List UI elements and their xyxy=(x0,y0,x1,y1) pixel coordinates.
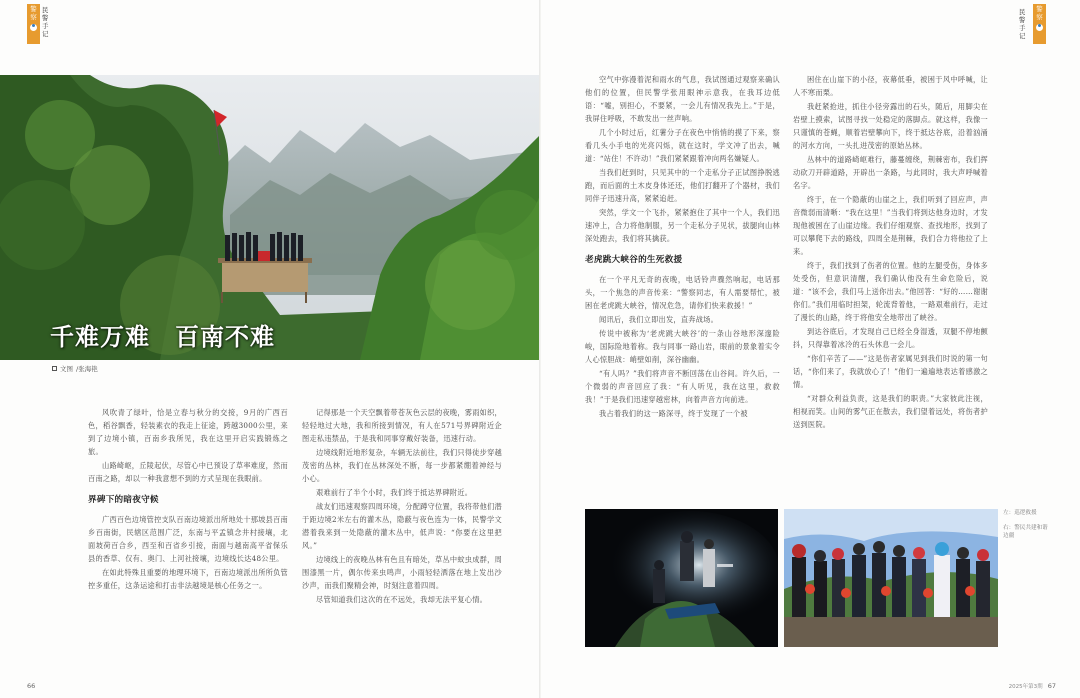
paragraph: 丛林中的道路崎岖难行，藤蔓缠绕，荆棘密布，我们挥动砍刀开辟道路，开辟出一条路，与此同时，我大声呼喊着名字。 xyxy=(793,155,988,190)
badge-text: 警察 xyxy=(30,5,37,21)
section-label-right: 民警手记 xyxy=(1019,8,1026,40)
community-photo xyxy=(784,509,998,647)
section-badge-right xyxy=(1033,4,1046,44)
paragraph: 尽管知道我们这次的在不远处，我却无法平复心情。 xyxy=(316,595,488,604)
subheading: 界碑下的暗夜守候 xyxy=(88,495,159,505)
page-number-right xyxy=(1009,682,1056,690)
community-image xyxy=(784,509,998,647)
byline-name: /张海艳 xyxy=(76,365,98,373)
left-column-2 xyxy=(302,406,502,607)
section-label-left: 民警手记 xyxy=(42,6,49,38)
left-column-1 xyxy=(88,406,288,593)
badge-text: 警察 xyxy=(1036,5,1043,21)
paragraph: 边境线上的夜晚丛林有色且有暗处，草丛中蚊虫成群，周围漆黑一片，偶尔传来虫鸣声，小雨轻轻洒落在地上发出沙沙声，而我们聚精会神，时刻注意着四周。 xyxy=(302,555,502,590)
paragraph: 山路崎岖，丘陵起伏，尽管心中已预设了草率难度，然而百南之路，却以一种我意想不到的方式呈现在我眼前。 xyxy=(88,461,288,483)
paragraph: 几个小时过后，红薯分子在夜色中悄悄的摸了下来，察看几头小手电的光亮闪烁，就在这时，学文冲了出去，喊道：“站住！不许动！”我们紧紧跟着冲向两名嫌疑人。 xyxy=(585,128,780,163)
photo-caption-left: 左：巡逻救援 xyxy=(1003,510,1037,516)
paragraph: 我占着我们的这一路深寻，终于发现了一个被 xyxy=(599,409,748,418)
paragraph: 边境线附近地形复杂，车辆无法前往，我们只得徒步穿越茂密的丛林，我们在丛林深处不断，每一步都紧绷着神经与小心。 xyxy=(302,448,502,483)
paragraph: 记得那是一个天空飘着带苍灰色云层的夜晚，雾雨如织，轻轻地过大地，我和所接到情况，有人在571号界碑附近企图走私违禁品，于是我和同事穿戴好装备，迅速行动。 xyxy=(302,408,502,443)
right-column-2 xyxy=(793,73,988,432)
byline-label: 文图 xyxy=(60,365,73,373)
badge-emblem-icon xyxy=(1036,24,1043,31)
paragraph: 终于，我们找到了伤者的位置。他的左腿受伤，身体多处受伤，但意识清醒，我们确认他没有生命危险后，说道：“该不会，我们马上送你出去。”他回答：“好的……谢谢你们。”我们用临时担架，轮流背着他，一路艰难前行，走过了漫长的山路，终于将他安全地带出了峡谷。 xyxy=(793,261,988,322)
night-rescue-photo xyxy=(585,509,778,647)
paragraph: 当我们赶到时，只见其中的一个走私分子正试图挣脱逃跑，而后面的土木皮身体还还，他们打翻开了个器材，我们同伴子迅速升高，紧紧追赶。 xyxy=(585,168,780,203)
page-gutter xyxy=(539,0,541,698)
badge-emblem-icon xyxy=(30,24,37,31)
paragraph: 艰难前行了半个小时，我们终于抵达界碑附近。 xyxy=(316,488,473,497)
paragraph: 突然，学文一个飞扑，紧紧抱住了其中一个人，我们迅速冲上，合力将他制服，另一个走私分子见状，拔腿向山林深处跑去，我们将其擒获。 xyxy=(585,208,780,243)
paragraph: 传说中被称为‘老虎跳大峡谷’的一条山谷地形深邃险峻，国际险地着称。我与同事一路山岩，眼前的景象着实令人心惊胆战：峭壁如削，深谷幽幽。 xyxy=(585,329,780,364)
article-title: 千难万难 百南不难 xyxy=(50,323,275,351)
paragraph: 闻讯后，我们立即出发，直奔战场。 xyxy=(599,315,719,324)
paragraph: 到达谷底后，才发现自己已经全身湿透，双腿不停地颤抖，只得靠着冰冷的石头休息一会儿。 xyxy=(793,327,988,349)
paragraph: 广西百色边境管控支队百南边境派出所地处十那坡县百南乡百南街，民辖区范围广泛，东南与平孟镇念井村接壤，北面坡荷百合乡，西至和百省乡引接，南面与越南高平省保乐县的香草、仅有、奥门、上河社接壤，边境线长达48公里。 xyxy=(88,515,288,563)
paragraph: “你们辛苦了——”这是伤者家属见到我们时说的第一句话，“你们来了，我就放心了！”他们一遍遍地表达着感激之情。 xyxy=(793,354,988,389)
byline-square-icon xyxy=(52,366,57,371)
right-column-1 xyxy=(585,73,780,421)
paragraph: 在如此特殊且重要的地理环境下，百南边境派出所所负管控多重任，这条运途和打击非法越境是核心任务之一。 xyxy=(88,568,288,590)
page-number-right-value: 67 xyxy=(1047,682,1056,690)
photo-caption-right: 右：警民共建和谐边疆 xyxy=(1003,525,1048,539)
night-rescue-image xyxy=(585,509,778,647)
subheading: 老虎跳大峡谷的生死救援 xyxy=(585,255,683,265)
paragraph: 我赶紧抢进，抓住小径旁露出的石头，随后，用脚尖在岩壁上摸索，试图寻找一处稳定的落脚点。就这样，我像一只谨慎的苍蝇，顺着岩壁攀向下，终于抵达谷底，沿着汹涌的河水方向，一头扎进茂密的原始丛林。 xyxy=(793,102,988,150)
paragraph: 在一个平凡无奇的夜晚，电话铃声骤然响起，电话那头，一个焦急的声音传来：“警察同志，有人需要帮忙，被困在老虎跳大峡谷，情况危急，请你们快来救援！” xyxy=(585,275,780,310)
paragraph: 困住在山崖下的小径，夜幕低垂，被困于风中呼喊，让人不寒而栗。 xyxy=(793,75,988,97)
paragraph: 风吹青了绿叶，恰是立春与秋分的交接，9月的广西百色，稻谷飘香，轻装素衣的我走上征途，跨越3000公里，来到了边境小镇，百南乡我所见，我在这里开启实践锻炼之旅。 xyxy=(88,408,288,456)
paragraph: “对群众利益负责，这是我们的职责。”大家彼此注视，相视而笑。山间的雾气正在散去，我们望着远处，将伤者护送到医院。 xyxy=(793,394,988,429)
issue-label: 2025年第3期 xyxy=(1008,684,1043,690)
page-number-left: 66 xyxy=(27,682,36,690)
paragraph: 终于，在一个隐蔽的山崖之上，我们听到了回应声，声音微弱而清晰：“我在这里！”当我们将到达他身边时，才发现他被困在了山崖边缘。我们仔细观察、查找地形，找到了可以攀爬下去的路线，四周全是荆棘，我们合力将他拉了上来。 xyxy=(793,195,988,256)
paragraph: “有人吗？”我们将声音不断回荡在山谷间。许久后，一个微弱的声音回应了我：“有人听见，我在这里，救救我！”于是我们迅速穿越密林，向着声音方向前进。 xyxy=(585,369,780,404)
section-badge-left xyxy=(27,4,40,44)
byline xyxy=(52,364,98,373)
paragraph: 战友们迅速观察四周环境，分配蹲守位置，我将带他们潜于距边境2米左右的灌木丛，隐蔽与夜色连为一体，民警学文潜着我来到一处隐蔽的灌木丛中，低声说：“你要在这里把风。” xyxy=(302,502,502,550)
paragraph: 空气中弥漫着泥和雨水的气息，我试图通过观察来确认他们的位置，但民警学张用眼神示意我，在我耳边低语：“嘘，别担心，不要紧，一会儿有情况我先上。”于是，我屏住呼吸，不敢发出一丝声响。 xyxy=(585,75,780,123)
